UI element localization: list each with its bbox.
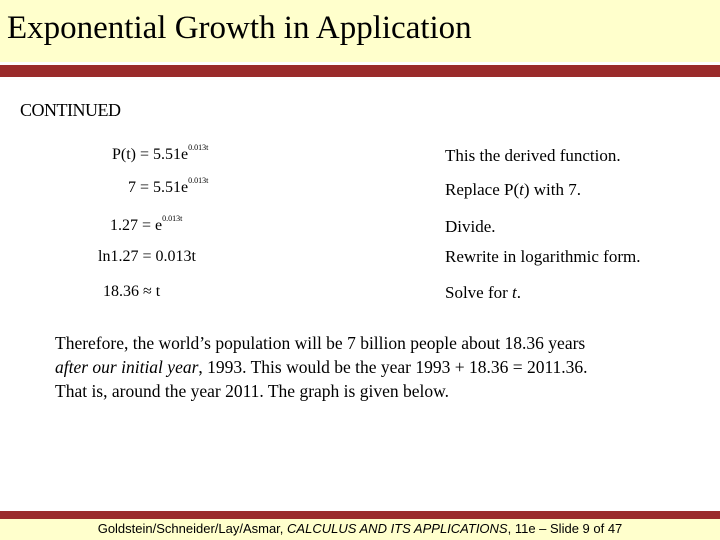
slide-footer [0, 521, 720, 536]
footer-authors: Goldstein/Schneider/Lay/Asmar, [97, 521, 288, 536]
step-3-text: Divide. [445, 217, 496, 236]
equation-2-exponent: 0.013t [188, 176, 209, 185]
conclusion-emphasis: after our initial year [55, 357, 199, 377]
equation-4 [98, 249, 196, 265]
equation-4-text: ln1.27 = 0.013t [98, 248, 196, 265]
step-3 [445, 218, 496, 235]
conclusion-line-3: That is, around the year 2011. The graph is given below. [55, 381, 449, 401]
step-5-variable: t [512, 283, 517, 302]
equation-2-text: 7 = 5.51e [128, 179, 189, 196]
equation-5-text: 18.36 ≈ t [103, 283, 161, 300]
step-1 [445, 147, 621, 164]
step-5 [445, 284, 521, 301]
equation-1-exponent: 0.013t [188, 143, 209, 152]
equation-3 [110, 214, 183, 234]
step-5-text-end: . [516, 283, 522, 302]
step-2-text: Replace P( [445, 180, 520, 199]
step-5-text: Solve for [445, 283, 513, 302]
conclusion-line-2-rest: , 1993. This would be the year 1993 + 18.36 = 2011.36. [198, 357, 588, 377]
step-2-text-end: ) with 7. [523, 180, 581, 199]
footer-divider [0, 511, 720, 519]
step-2-variable: t [519, 180, 524, 199]
footer-book-title: CALCULUS AND ITS APPLICATIONS [287, 521, 508, 536]
conclusion-paragraph [55, 331, 695, 403]
step-4 [445, 248, 640, 265]
equation-1 [112, 143, 209, 163]
slide-title: Exponential Growth in Application [7, 10, 472, 46]
equation-2 [128, 176, 209, 196]
conclusion-line-2 [55, 355, 695, 379]
footer-slide-info: , 11e – Slide 9 of 47 [507, 521, 623, 536]
equation-5 [103, 284, 160, 300]
equation-1-text: P(t) = 5.51e [112, 146, 189, 163]
title-divider [0, 65, 720, 77]
equation-3-text: 1.27 = e [110, 217, 163, 234]
continued-label: CONTINUED [20, 100, 121, 120]
conclusion-line-1: Therefore, the world’s population will be 7 billion people about 18.36 years [55, 333, 586, 353]
step-4-text: Rewrite in logarithmic form. [445, 247, 641, 266]
step-2 [445, 181, 581, 198]
equation-3-exponent: 0.013t [162, 214, 183, 223]
step-1-text: This the derived function. [445, 146, 621, 165]
